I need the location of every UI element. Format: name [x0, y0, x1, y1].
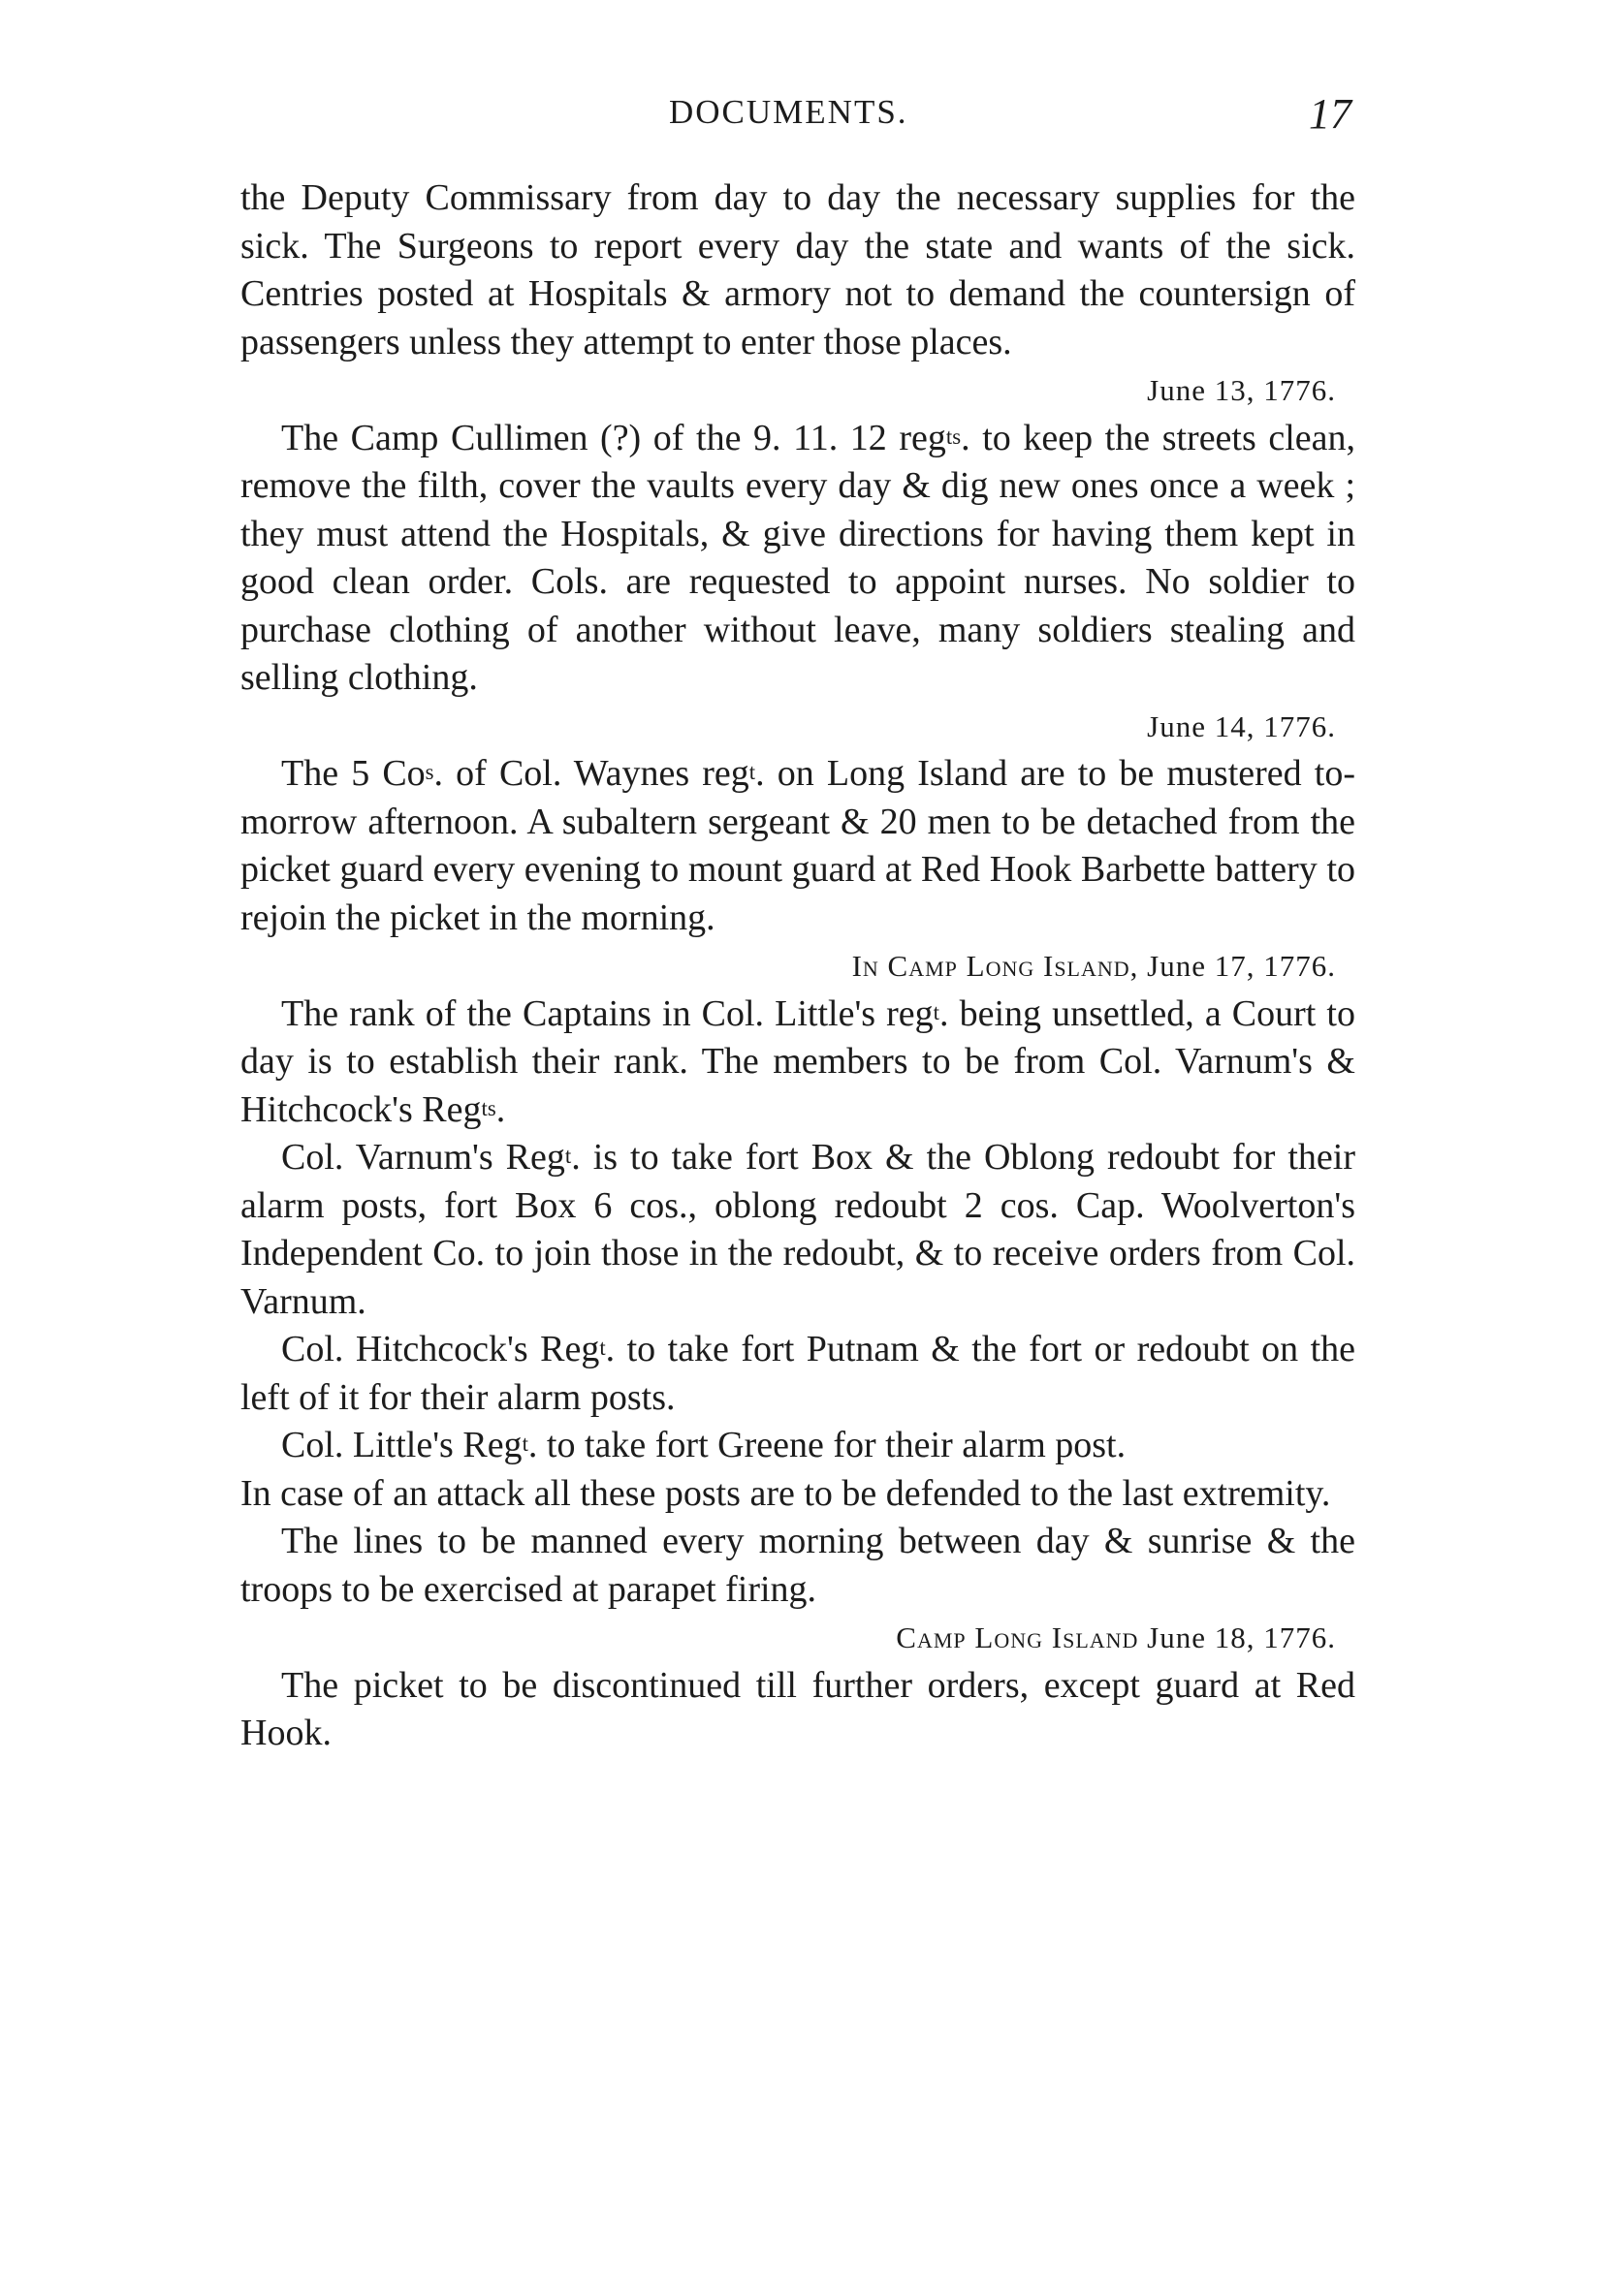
paragraph: The rank of the Captains in Col. Little's reg$^t$. being unsettled, a Court to day is to establish their rank. The members to be from Col. Varnum's & Hitchcock's Reg$^{ts}$.	[240, 992, 1355, 1130]
paragraph: In case of an attack all these posts are to be defended to the last extremity.	[240, 1472, 1331, 1514]
entry-june-18	[240, 1614, 1355, 1758]
paragraph: The Camp Cullimen (?) of the 9. 11. 12 reg$^{ts}$. to keep the streets clean, remove the filth, cover the vaults every day & dig new ones once a week ; they must attend the Hospitals, & give directions for having them kept in good clean order. Cols. are requested to appoint nurses. No soldier to purchase clothing of another without leave, many soldiers stealing and selling clothing.	[240, 417, 1356, 698]
body-text	[240, 174, 1355, 1758]
entry-continued	[240, 174, 1355, 366]
paragraph: The lines to be manned every morning between day & sunrise & the troops to be exercised at parapet firing.	[240, 1521, 1355, 1610]
running-head-title: DOCUMENTS.	[669, 93, 908, 131]
page-number: 17	[1309, 90, 1351, 138]
paragraph: the Deputy Commissary from day to day the necessary supplies for the sick. The Surgeons to report every day the state and wants of the sick. Centries posted at Hospitals & armory not to demand the countersign of passengers unless they attempt to enter those places.	[240, 177, 1355, 362]
paragraph: Col. Varnum's Reg$^t$. is to take fort Box & the Oblong redoubt for their alarm posts, fort Box 6 cos., oblong redoubt 2 cos. Cap. Woolverton's Independent Co. to join those in the redoubt, & to receive orders from Col. Varnum.	[240, 1137, 1355, 1322]
paragraph: Col. Little's Reg$^t$. to take fort Greene for their alarm post.	[281, 1425, 1127, 1465]
dateline: June 13, 1776.	[1147, 373, 1336, 407]
paragraph: Col. Hitchcock's Reg$^t$. to take fort Putnam & the fort or redoubt on the left of it for their alarm posts.	[240, 1329, 1356, 1418]
dateline: Camp Long Island June 18, 1776.	[896, 1620, 1336, 1654]
dateline: In Camp Long Island, June 17, 1776.	[851, 949, 1336, 983]
paragraph: The picket to be discontinued till further orders, except guard at Red Hook.	[240, 1664, 1355, 1753]
entry-june-17	[240, 942, 1355, 1614]
dateline: June 14, 1776.	[1147, 708, 1336, 743]
entry-june-14	[240, 703, 1355, 943]
running-head	[0, 90, 1620, 151]
paragraph: The 5 Co$^s$. of Col. Waynes reg$^t$. on Long Island are to be mustered to-morrow afternoon. A subaltern sergeant & 20 men to be detached from the picket guard every evening to mount guard at Red Hook Barbette battery to rejoin the picket in the morning.	[240, 753, 1355, 938]
entry-june-13	[240, 366, 1355, 703]
